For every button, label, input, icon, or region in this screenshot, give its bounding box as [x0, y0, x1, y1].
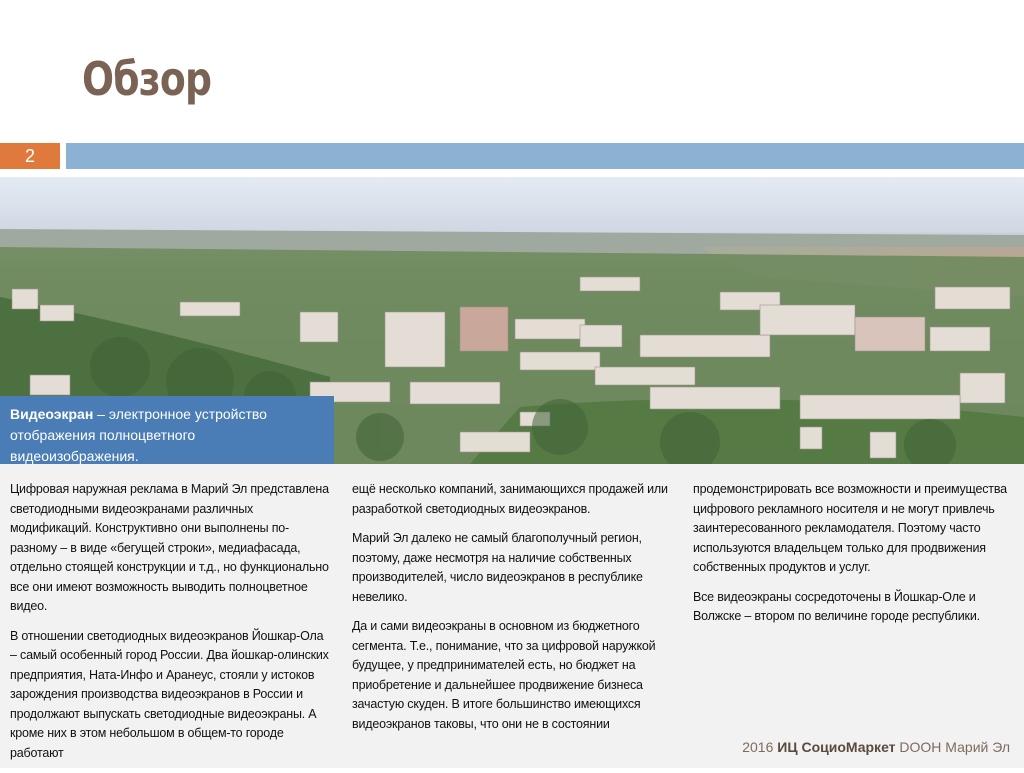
text-column-2: [352, 480, 672, 744]
paragraph: продемонстрировать все возможности и преимущества цифрового рекламного носителя и не могут привлечь заинтересованного рекламодателя. Поэтому часто используются владельцем только для продвижения собственных продуктов и услуг.: [693, 482, 1007, 574]
caption-definition: – электронное устройство отображения полноцветного видеоизображения.: [10, 406, 267, 464]
caption-term: Видеоэкран: [10, 406, 94, 422]
footer-brand: ИЦ СоциоМаркет: [777, 739, 896, 755]
text-column-3: [693, 480, 1013, 637]
paragraph: Да и сами видеоэкраны в основном из бюджетного сегмента. Т.е., понимание, что за цифровой наружкой будущее, у предпринимателей есть, но бюджет на приобретение и дальнейшее продвижение бизнеса зачастую скуден. В итоге большинство имеющихся видеоэкранов таковы, что они не в состоянии: [352, 619, 656, 731]
header-rule-bar: [66, 143, 1024, 169]
paragraph: В отношении светодиодных видеоэкранов Йошкар-Ола – самый особенный город России. Два йошкар-олинских предприятия, Ната-Инфо и Аранеус, стояли у истоков зарождения производства видеоэкранов в России и продолжают выпускать светодиодные видеоэкраны. А кроме них в этом небольшом в общем-то городе работают: [10, 628, 329, 760]
page-title: Обзор: [82, 52, 212, 106]
text-content-area: [0, 464, 1024, 768]
paragraph: Марий Эл далеко не самый благополучный регион, поэтому, даже несмотря на наличие собственных производителей, число видеоэкранов в республике невелико.: [352, 531, 643, 604]
paragraph: Цифровая наружная реклама в Марий Эл представлена светодиодными видеоэкранами различных модификаций. Конструктивно они выполнены по-разному – в виде «бегущей строки», медиафасада, отдельно стоящей конструкции и т.д., но функционально все они имеют возможность выводить полноцветное видео.: [10, 482, 329, 613]
footer-year: 2016: [742, 739, 774, 755]
paragraph: Все видеоэкраны сосредоточены в Йошкар-Оле и Волжске – втором по величине городе республики.: [693, 589, 980, 623]
paragraph: ещё несколько компаний, занимающихся продажей или разработкой светодиодных видеоэкранов.: [352, 482, 668, 516]
footer: [742, 739, 1010, 755]
text-column-1: [10, 480, 330, 773]
definition-caption: [0, 396, 334, 464]
page-number-badge: 2: [0, 143, 60, 169]
footer-suffix: DOOH Марий Эл: [899, 739, 1010, 755]
